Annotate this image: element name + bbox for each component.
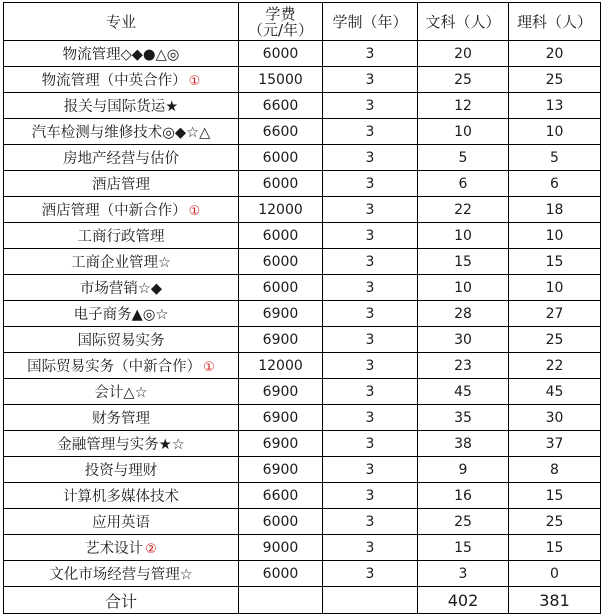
cell-major [4,561,239,587]
cell-major [4,353,239,379]
cell-fee: 6000 [239,145,323,171]
cell-fee: 6900 [239,405,323,431]
cell-arts: 12 [418,93,509,119]
major-name: 计算机多媒体技术 [63,489,179,505]
cell-arts: 15 [418,535,509,561]
cell-years: 3 [323,171,418,197]
table-row [4,327,601,353]
cell-years: 3 [323,249,418,275]
cell-fee: 6600 [239,93,323,119]
cell-science: 45 [509,379,601,405]
enrollment-table [3,2,601,614]
cell-major [4,431,239,457]
cell-major [4,509,239,535]
cell-fee: 6900 [239,379,323,405]
cell-major [4,301,239,327]
table-row [4,41,601,67]
cell-fee: 6600 [239,483,323,509]
cell-science: 10 [509,119,601,145]
cell-years: 3 [323,93,418,119]
cell-major [4,197,239,223]
total-years [323,587,418,614]
cell-years: 3 [323,223,418,249]
cell-science: 8 [509,457,601,483]
cell-years: 3 [323,41,418,67]
major-name: 工商企业管理☆ [71,255,171,271]
cooperation-mark: ① [203,360,215,375]
table-row [4,405,601,431]
major-name: 艺术设计 [85,541,144,557]
cell-years: 3 [323,119,418,145]
table-row [4,431,601,457]
major-name: 酒店管理（中新合作） [41,203,187,219]
cell-major [4,405,239,431]
cell-science: 15 [509,249,601,275]
cell-major [4,171,239,197]
cell-science: 25 [509,509,601,535]
cooperation-mark: ① [188,204,201,219]
major-name: 投资与理财 [84,463,158,479]
cell-arts: 35 [418,405,509,431]
cell-arts: 15 [418,249,509,275]
cell-years: 3 [323,457,418,483]
cell-years: 3 [323,561,418,587]
cooperation-mark: ② [145,542,157,557]
major-name: 金融管理与实务★☆ [57,437,185,453]
table-row [4,535,601,561]
table-row [4,145,601,171]
total-fee [239,587,323,614]
header-fee [239,3,323,41]
cell-years: 3 [323,197,418,223]
table-body [4,41,601,587]
cell-arts: 6 [418,171,509,197]
cell-major [4,145,239,171]
cell-science: 15 [509,535,601,561]
cell-major [4,457,239,483]
cell-science: 20 [509,41,601,67]
cell-major [4,483,239,509]
cell-science: 25 [509,327,601,353]
cell-fee: 6000 [239,561,323,587]
table-row [4,197,601,223]
cell-science: 30 [509,405,601,431]
major-name: 汽车检测与维修技术◎◆☆△ [31,125,211,141]
cell-years: 3 [323,535,418,561]
cell-arts: 9 [418,457,509,483]
cell-major [4,119,239,145]
cell-arts: 10 [418,275,509,301]
table-header [4,3,601,41]
cell-science: 13 [509,93,601,119]
major-name: 物流管理（中英合作） [41,73,187,89]
cell-fee: 6900 [239,327,323,353]
table-row [4,301,601,327]
major-name: 工商行政管理 [77,229,165,245]
cell-science: 25 [509,67,601,93]
cell-years: 3 [323,431,418,457]
table-row [4,119,601,145]
major-name: 国际贸易实务 [77,333,165,349]
header-major: 专业 [4,3,239,41]
cell-fee: 6600 [239,119,323,145]
cell-major [4,379,239,405]
cell-science: 22 [509,353,601,379]
cell-arts: 38 [418,431,509,457]
table-row [4,561,601,587]
major-name: 酒店管理 [92,177,150,193]
header-years: 学制（年） [323,3,418,41]
table-row [4,353,601,379]
cell-years: 3 [323,327,418,353]
cell-fee: 6000 [239,223,323,249]
cell-arts: 45 [418,379,509,405]
cell-major [4,41,239,67]
cell-science: 10 [509,275,601,301]
cell-fee: 6000 [239,249,323,275]
cooperation-mark: ① [188,74,201,89]
cell-science: 5 [509,145,601,171]
major-name: 文化市场经营与管理☆ [49,567,193,583]
major-name: 房地产经营与估价 [63,151,179,167]
header-row [4,3,601,41]
cell-arts: 23 [418,353,509,379]
cell-years: 3 [323,405,418,431]
cell-science: 15 [509,483,601,509]
cell-years: 3 [323,301,418,327]
cell-science: 18 [509,197,601,223]
table-row [4,457,601,483]
cell-major [4,327,239,353]
cell-fee: 6900 [239,431,323,457]
header-arts: 文科（人） [418,3,509,41]
cell-fee: 6000 [239,509,323,535]
cell-years: 3 [323,275,418,301]
cell-science: 27 [509,301,601,327]
table-row [4,509,601,535]
cell-fee: 6000 [239,171,323,197]
cell-years: 3 [323,353,418,379]
cell-fee: 6000 [239,275,323,301]
cell-years: 3 [323,483,418,509]
major-name: 会计△☆ [94,385,148,401]
table-row [4,93,601,119]
cell-fee: 12000 [239,353,323,379]
cell-arts: 25 [418,67,509,93]
cell-arts: 28 [418,301,509,327]
cell-fee: 12000 [239,197,323,223]
table-row [4,223,601,249]
cell-fee: 6900 [239,301,323,327]
total-arts: 402 [418,587,509,614]
cell-science: 37 [509,431,601,457]
cell-years: 3 [323,67,418,93]
cell-fee: 15000 [239,67,323,93]
major-name: 报关与国际货运★ [63,99,179,115]
cell-science: 0 [509,561,601,587]
cell-major [4,67,239,93]
table-row [4,275,601,301]
cell-fee: 6000 [239,41,323,67]
cell-arts: 10 [418,119,509,145]
total-row [4,587,601,614]
major-name: 市场营销☆◆ [79,281,163,297]
cell-major [4,223,239,249]
header-science: 理科（人） [509,3,601,41]
header-fee-line1: 学费 [265,4,296,23]
cell-science: 10 [509,223,601,249]
cell-years: 3 [323,509,418,535]
cell-arts: 5 [418,145,509,171]
cell-years: 3 [323,379,418,405]
total-science: 381 [509,587,601,614]
cell-arts: 25 [418,509,509,535]
cell-arts: 16 [418,483,509,509]
major-name: 物流管理◇◆●△◎ [62,47,180,63]
cell-fee: 6900 [239,457,323,483]
cell-arts: 22 [418,197,509,223]
cell-arts: 30 [418,327,509,353]
cell-arts: 3 [418,561,509,587]
cell-years: 3 [323,145,418,171]
table-row [4,249,601,275]
major-name: 财务管理 [92,411,150,427]
cell-major [4,93,239,119]
major-name: 电子商务▲◎☆ [73,307,169,323]
table-row [4,67,601,93]
cell-arts: 10 [418,223,509,249]
cell-arts: 20 [418,41,509,67]
major-name: 应用英语 [92,515,150,531]
header-fee-line2: （元/年） [247,20,314,39]
cell-major [4,535,239,561]
table-row [4,171,601,197]
table-row [4,483,601,509]
cell-fee: 9000 [239,535,323,561]
cell-major [4,275,239,301]
total-label: 合计 [4,587,239,614]
cell-science: 6 [509,171,601,197]
major-name: 国际贸易实务（中新合作） [27,359,202,375]
cell-major [4,249,239,275]
table-row [4,379,601,405]
